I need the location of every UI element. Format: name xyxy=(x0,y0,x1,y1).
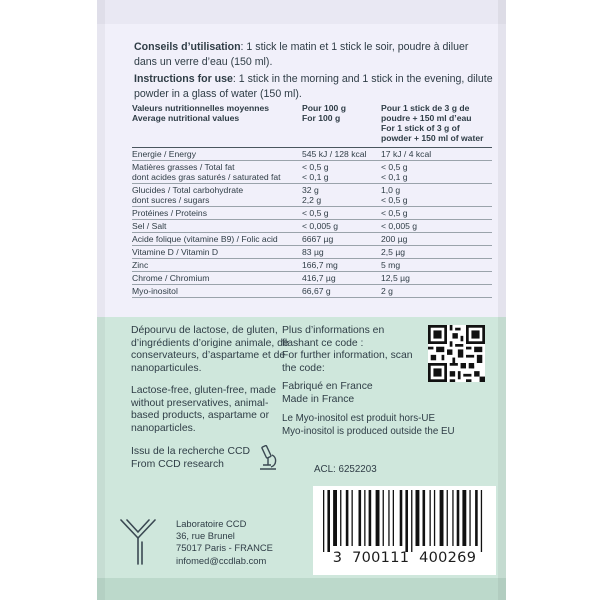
barcode-bar xyxy=(481,490,482,552)
value-per-stick: 2,5 µg xyxy=(381,246,492,259)
barcode-bar xyxy=(469,490,470,546)
nutrition-header-label: Valeurs nutritionnelles moyennes Average nutritional values xyxy=(132,103,270,123)
nutrition-row xyxy=(132,259,492,272)
nutrition-row xyxy=(132,161,492,184)
barcode-bar xyxy=(434,490,435,546)
nutrition-row xyxy=(132,272,492,285)
value-per-stick: 200 µg xyxy=(381,233,492,246)
nutrition-row xyxy=(132,148,492,161)
value-per-100g: 66,67 g xyxy=(302,285,381,298)
nutrition-row xyxy=(132,246,492,259)
value-per-100g: 32 g 2,2 g xyxy=(302,184,381,207)
qr-code-graphic xyxy=(428,325,485,382)
box-top-edge xyxy=(97,0,506,24)
barcode-bar xyxy=(364,490,365,546)
box-bottom-edge xyxy=(97,578,506,600)
nutrient-name: Sel / Salt xyxy=(132,220,302,233)
nutrition-body xyxy=(132,148,492,298)
usage-fr-label: Conseils d’utilisation xyxy=(134,41,241,53)
barcode-bar xyxy=(393,490,394,546)
value-per-100g: < 0,5 g xyxy=(302,207,381,220)
barcode-bar xyxy=(462,490,466,546)
value-per-stick: 17 kJ / 4 kcal xyxy=(381,148,492,161)
info-made: Fabriqué en France Made in France xyxy=(282,381,373,405)
nutrient-name: Matières grasses / Total fat dont acides gras saturés / saturated fat xyxy=(132,161,302,184)
microscope-icon xyxy=(256,445,280,471)
value-per-100g: < 0,5 g < 0,1 g xyxy=(302,161,381,184)
claims-fr: Dépourvu de lactose, de gluten, d’ingrédients d’origine animale, de conservateurs, d’aspartame et de nanoparticules. xyxy=(131,325,289,374)
nutrient-name: Zinc xyxy=(132,259,302,272)
nutrition-row xyxy=(132,220,492,233)
value-per-100g: < 0,005 g xyxy=(302,220,381,233)
barcode-bar xyxy=(423,490,426,546)
barcode-bar xyxy=(346,490,349,546)
claims-en: Lactose-free, gluten-free, made without preservatives, animal-based products, aspartame or nanoparticles. xyxy=(131,385,276,434)
lab-address: Laboratoire CCD 36, rue Brunel 75017 Paris - FRANCE infomed@ccdlab.com xyxy=(176,518,273,566)
barcode-bar xyxy=(430,490,431,546)
barcode-bar xyxy=(400,490,403,546)
claims-research: Issu de la recherche CCD From CCD research xyxy=(131,446,250,470)
value-per-100g: 166,7 mg xyxy=(302,259,381,272)
value-per-stick: 12,5 µg xyxy=(381,272,492,285)
barcode-bar xyxy=(327,490,330,552)
ccd-logo-icon xyxy=(118,518,158,566)
nutrition-row xyxy=(132,233,492,246)
info-origin: Le Myo-inositol est produit hors-UE Myo-inositol is produced outside the EU xyxy=(282,413,455,437)
qr-code-icon[interactable] xyxy=(428,325,485,382)
value-per-100g: 6667 µg xyxy=(302,233,381,246)
barcode-digits: 3 700111 400269 xyxy=(332,550,477,566)
box-shade-right xyxy=(498,0,506,600)
usage-en xyxy=(134,72,494,102)
barcode-bar xyxy=(452,490,453,546)
value-per-100g: 83 µg xyxy=(302,246,381,259)
usage-en-label: Instructions for use xyxy=(134,73,233,85)
value-per-100g: 416,7 µg xyxy=(302,272,381,285)
info-acl: ACL: 6252203 xyxy=(314,464,377,475)
barcode-bar xyxy=(376,490,380,546)
barcode-bar xyxy=(388,490,389,546)
usage-fr-text: : 1 stick le matin et 1 stick le soir, poudre à diluer dans un verre d’eau (150 ml). xyxy=(134,41,469,68)
barcode-bar xyxy=(416,490,420,546)
barcode-bars xyxy=(313,486,496,552)
nutrient-name: Acide folique (vitamine B9) / Folic acid xyxy=(132,233,302,246)
value-per-stick: 2 g xyxy=(381,285,492,298)
nutrition-row xyxy=(132,184,492,207)
info-scan: Plus d’informations en flashant ce code : For further information, scan the code: xyxy=(282,325,413,374)
nutrient-name: Myo-inositol xyxy=(132,285,302,298)
barcode-bar xyxy=(475,490,478,546)
nutrient-name: Energie / Energy xyxy=(132,148,302,161)
usage-fr xyxy=(134,40,494,70)
barcode-bar xyxy=(369,490,372,546)
barcode-bar xyxy=(340,490,341,546)
nutrition-row xyxy=(132,207,492,220)
barcode-bar xyxy=(447,490,448,546)
barcode-bar xyxy=(411,490,412,552)
nutrition-row xyxy=(132,285,492,298)
value-per-stick: 5 mg xyxy=(381,259,492,272)
box-shade-left xyxy=(97,0,105,600)
barcode-bar xyxy=(405,490,408,552)
value-per-stick: < 0,5 g < 0,1 g xyxy=(381,161,492,184)
barcode-bar xyxy=(323,490,324,552)
nutrient-name: Vitamine D / Vitamin D xyxy=(132,246,302,259)
value-per-stick: < 0,5 g xyxy=(381,207,492,220)
barcode-bar xyxy=(383,490,384,546)
value-per-stick: 1,0 g < 0,5 g xyxy=(381,184,492,207)
barcode-bar xyxy=(359,490,362,546)
barcode-bar xyxy=(352,490,353,546)
value-per-100g: 545 kJ / 128 kcal xyxy=(302,148,381,161)
nutrition-header-row xyxy=(132,103,492,148)
nutrition-header-perstick: Pour 1 stick de 3 g de poudre + 150 ml d’eau For 1 stick of 3 g of powder + 150 ml of water xyxy=(381,103,484,143)
nutrient-name: Glucides / Total carbohydrate dont sucres / sugars xyxy=(132,184,302,207)
nutrition-header-per100: Pour 100 g For 100 g xyxy=(302,103,346,123)
barcode-bar xyxy=(333,490,337,546)
barcode-bar xyxy=(440,490,444,546)
nutrient-name: Chrome / Chromium xyxy=(132,272,302,285)
barcode-bar xyxy=(457,490,460,546)
usage-en-text: : 1 stick in the morning and 1 stick in the evening, dilute powder in a glass of water (150 ml). xyxy=(134,73,493,100)
nutrient-name: Protéines / Proteins xyxy=(132,207,302,220)
nutrition-table xyxy=(132,103,492,298)
value-per-stick: < 0,005 g xyxy=(381,220,492,233)
